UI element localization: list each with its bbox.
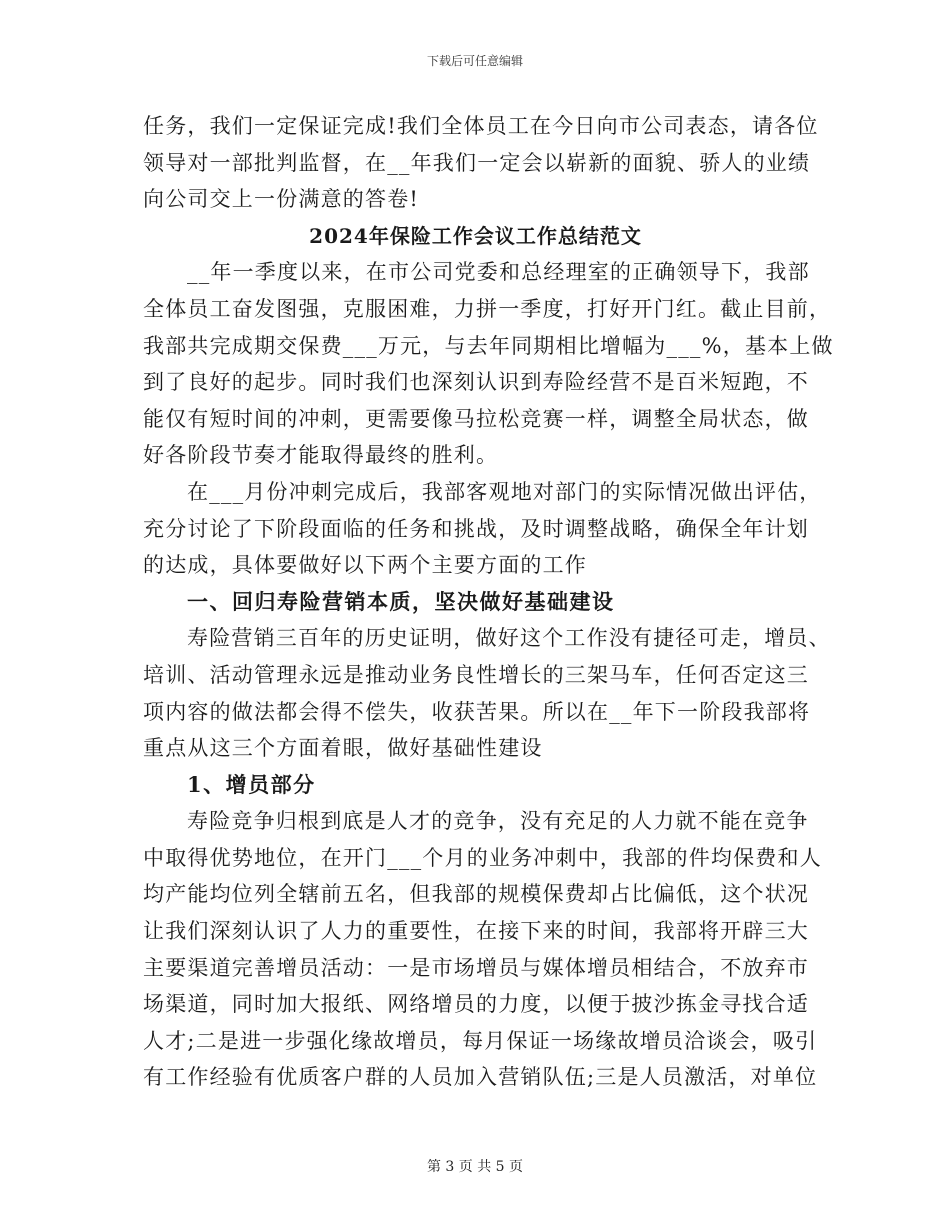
text-line: 在___月份冲刺完成后，我部客观地对部门的实际情况做出评估， [187, 479, 822, 504]
page-footer: 第 3 页 共 5 页 [426, 1159, 524, 1175]
text-line: 人才;二是进一步强化缘故增员，每月保证一场缘故增员洽谈会，吸引 [143, 1028, 818, 1053]
text-line: 寿险营销三百年的历史证明，做好这个工作没有捷径可走，增员、 [187, 626, 831, 651]
text-line: 主要渠道完善增员活动：一是市场增员与媒体增员相结合，不放弃市 [143, 955, 809, 980]
section-heading: 一、回归寿险营销本质，坚决做好基础建设 [187, 588, 615, 614]
text-line: 任务，我们一定保证完成!我们全体员工在今日向市公司表态，请各位 [143, 114, 819, 138]
article-title: 2024年保险工作会议工作总结范文 [309, 223, 642, 248]
text-line: 向公司交上一份满意的答卷! [143, 187, 420, 212]
text-line: 培训、活动管理永远是推动业务良性增长的三架马车，任何否定这三 [143, 662, 809, 687]
text-line: 中取得优势地位，在开门___个月的业务冲刺中，我部的件均保费和人 [143, 845, 822, 870]
text-line: 让我们深刻认识了人力的重要性，在接下来的时间，我部将开辟三大 [143, 919, 809, 944]
subsection-heading: 1、增员部分 [187, 771, 316, 797]
text-line: 好各阶段节奏才能取得最终的胜利。 [143, 443, 499, 468]
text-line: 的达成，具体要做好以下两个主要方面的工作 [143, 553, 587, 578]
text-line: 充分讨论了下阶段面临的任务和挑战，及时调整战略，确保全年计划 [143, 516, 809, 541]
text-line: 全体员工奋发图强，克服困难，力拼一季度，打好开门红。截止目前， [143, 296, 832, 321]
text-line: 我部共完成期交保费___万元，与去年同期相比增幅为___%，基本上做 [143, 333, 834, 358]
page-header: 下载后可任意编辑 [426, 54, 523, 68]
text-line: __年一季度以来，在市公司党委和总经理室的正确领导下，我部 [187, 260, 810, 285]
text-line: 项内容的做法都会得不偿失，收获苦果。所以在__年下一阶段我部将 [143, 699, 811, 724]
text-line: 均产能均位列全辖前五名，但我部的规模保费却占比偏低，这个状况 [143, 882, 809, 907]
text-line: 重点从这三个方面着眼，做好基础性建设 [143, 736, 543, 761]
text-line: 领导对一部批判监督，在__年我们一定会以崭新的面貌、骄人的业绩 [143, 150, 811, 175]
text-line: 场渠道，同时加大报纸、网络增员的力度，以便于披沙拣金寻找合适 [143, 992, 809, 1017]
document-body [143, 108, 834, 1096]
text-line: 能仅有短时间的冲刺，更需要像马拉松竞赛一样，调整全局状态，做 [143, 406, 809, 431]
text-line: 有工作经验有优质客户群的人员加入营销队伍;三是人员激活，对单位 [143, 1065, 818, 1090]
text-line: 到了良好的起步。同时我们也深刻认识到寿险经营不是百米短跑，不 [143, 370, 809, 395]
text-line: 寿险竞争归根到底是人才的竞争，没有充足的人力就不能在竞争 [187, 809, 809, 834]
